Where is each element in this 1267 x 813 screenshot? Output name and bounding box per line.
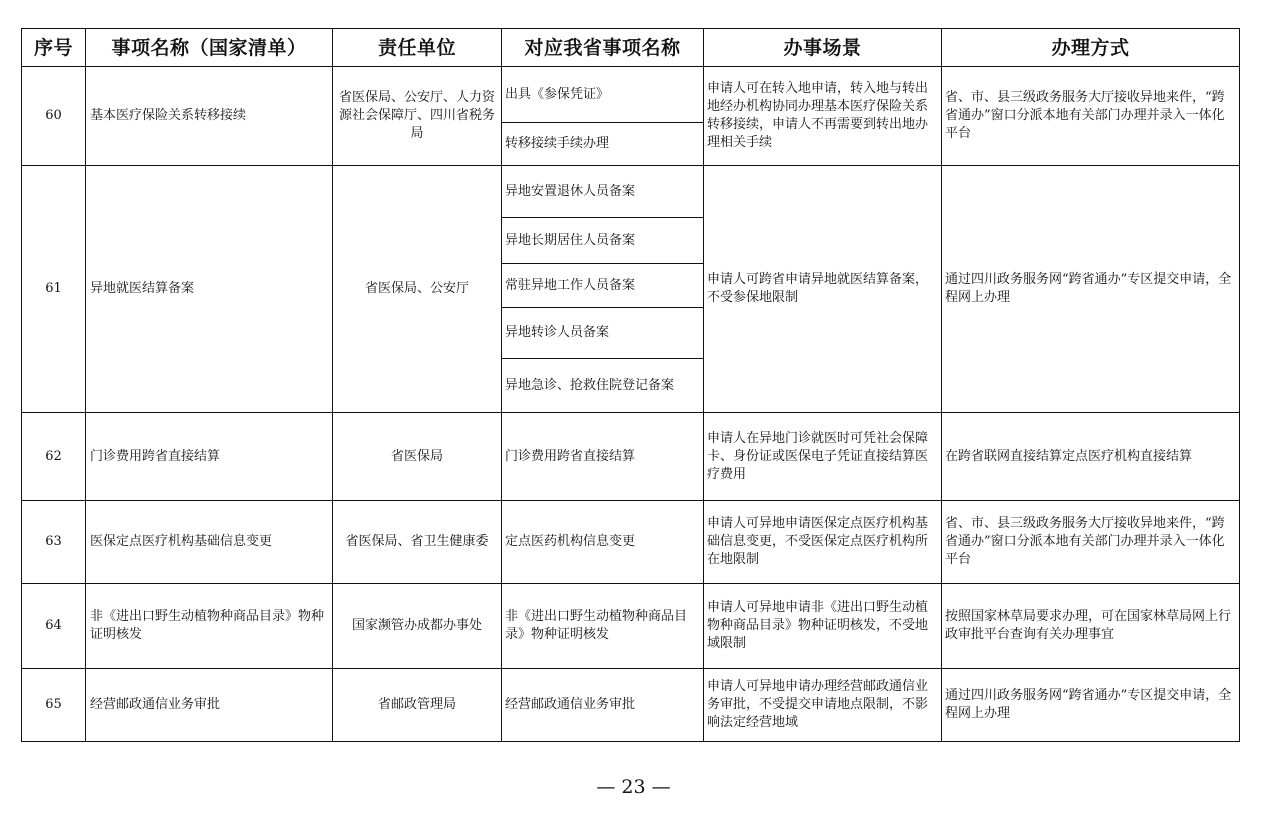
responsible-unit: 省医保局、省卫生健康委	[333, 501, 502, 584]
sub-item: 经营邮政通信业务审批	[502, 669, 704, 742]
table-header-row	[22, 29, 1240, 67]
scene: 申请人可异地申请医保定点医疗机构基础信息变更，不受医保定点医疗机构所在地限制	[704, 501, 942, 584]
matters-table	[21, 28, 1240, 742]
row-number: 65	[22, 669, 86, 742]
method: 按照国家林草局要求办理，可在国家林草局网上行政审批平台查询有关办理事宜	[942, 584, 1240, 669]
table-row	[22, 501, 1240, 584]
scene: 申请人可异地申请非《进出口野生动植物种商品目录》物种证明核发，不受地域限制	[704, 584, 942, 669]
scene: 申请人可异地申请办理经营邮政通信业务审批，不受提交申请地点限制，不影响法定经营地域	[704, 669, 942, 742]
header-province-item: 对应我省事项名称	[502, 29, 704, 67]
scene: 申请人可跨省申请异地就医结算备案，不受参保地限制	[704, 166, 942, 413]
sub-item: 出具《参保凭证》	[502, 67, 704, 123]
sub-item: 门诊费用跨省直接结算	[502, 413, 704, 501]
item-name: 非《进出口野生动植物种商品目录》物种证明核发	[86, 584, 333, 669]
sub-item: 异地长期居住人员备案	[502, 218, 704, 264]
method: 省、市、县三级政务服务大厅接收异地来件，“跨省通办”窗口分派本地有关部门办理并录入一体化平台	[942, 501, 1240, 584]
scene: 申请人可在转入地申请，转入地与转出地经办机构协同办理基本医疗保险关系转移接续，申请人不再需要到转出地办理相关手续	[704, 67, 942, 166]
method: 省、市、县三级政务服务大厅接收异地来件，“跨省通办”窗口分派本地有关部门办理并录入一体化平台	[942, 67, 1240, 166]
table-row	[22, 413, 1240, 501]
item-name: 门诊费用跨省直接结算	[86, 413, 333, 501]
method: 通过四川政务服务网“跨省通办”专区提交申请，全程网上办理	[942, 166, 1240, 413]
sub-item: 异地转诊人员备案	[502, 308, 704, 359]
sub-item: 非《进出口野生动植物种商品目录》物种证明核发	[502, 584, 704, 669]
page-number: — 23 —	[596, 776, 671, 798]
table-row	[22, 166, 1240, 218]
row-number: 62	[22, 413, 86, 501]
method: 在跨省联网直接结算定点医疗机构直接结算	[942, 413, 1240, 501]
header-item-name: 事项名称（国家清单）	[86, 29, 333, 67]
sub-item: 异地急诊、抢救住院登记备案	[502, 359, 704, 413]
row-number: 61	[22, 166, 86, 413]
item-name: 医保定点医疗机构基础信息变更	[86, 501, 333, 584]
sub-item: 转移接续手续办理	[502, 123, 704, 166]
responsible-unit: 国家濒管办成都办事处	[333, 584, 502, 669]
table-row	[22, 669, 1240, 742]
table-row	[22, 584, 1240, 669]
scene: 申请人在异地门诊就医时可凭社会保障卡、身份证或医保电子凭证直接结算医疗费用	[704, 413, 942, 501]
responsible-unit: 省邮政管理局	[333, 669, 502, 742]
responsible-unit: 省医保局、公安厅、人力资源社会保障厅、四川省税务局	[333, 67, 502, 166]
row-number: 60	[22, 67, 86, 166]
responsible-unit: 省医保局	[333, 413, 502, 501]
item-name: 经营邮政通信业务审批	[86, 669, 333, 742]
responsible-unit: 省医保局、公安厅	[333, 166, 502, 413]
header-method: 办理方式	[942, 29, 1240, 67]
method: 通过四川政务服务网“跨省通办”专区提交申请，全程网上办理	[942, 669, 1240, 742]
sub-item: 定点医药机构信息变更	[502, 501, 704, 584]
sub-item: 常驻异地工作人员备案	[502, 264, 704, 308]
item-name: 异地就医结算备案	[86, 166, 333, 413]
header-responsible-unit: 责任单位	[333, 29, 502, 67]
header-index: 序号	[22, 29, 86, 67]
header-scene: 办事场景	[704, 29, 942, 67]
row-number: 63	[22, 501, 86, 584]
table-row	[22, 67, 1240, 123]
row-number: 64	[22, 584, 86, 669]
sub-item: 异地安置退休人员备案	[502, 166, 704, 218]
item-name: 基本医疗保险关系转移接续	[86, 67, 333, 166]
